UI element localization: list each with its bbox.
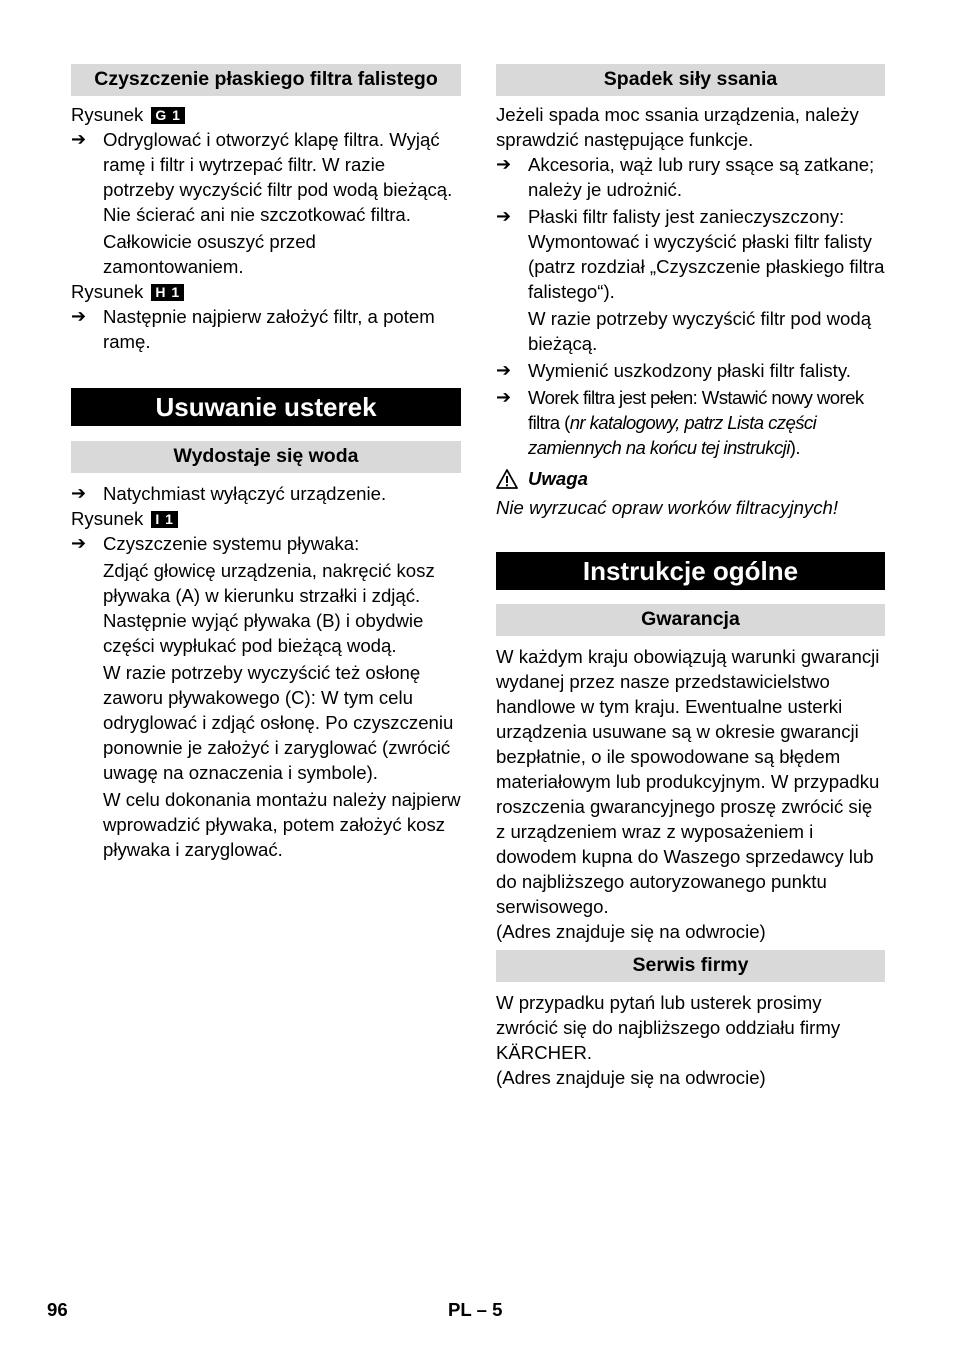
- figure-word: Rysunek: [71, 508, 144, 529]
- warning-text: Nie wyrzucać opraw worków filtracyjnych!: [496, 497, 839, 518]
- warranty-address-note: (Adres znajduje się na odwrocie): [496, 921, 766, 942]
- heading-filter-cleaning: Czyszczenie płaskiego filtra falistego: [71, 64, 461, 96]
- warning-triangle-icon: [496, 469, 518, 489]
- heading-water-escapes: Wydostaje się woda: [71, 441, 461, 473]
- warning-title: Uwaga: [528, 468, 588, 489]
- list-item: [496, 385, 885, 460]
- arrow-right-icon: ➔: [496, 360, 512, 380]
- figure-ref-h: [71, 279, 461, 304]
- suction-bullet-4-end: ).: [789, 437, 800, 458]
- water-paragraph-1: Zdjąć głowicę urządzenia, nakręcić kosz pływaka (A) w kierunku strzałki i zdjąć. Następnie wyjąć pływaka (B) i obydwie części wypłukać pod bieżącą wodą.: [103, 560, 435, 656]
- left-column: [71, 64, 461, 862]
- service-text: W przypadku pytań lub usterek prosimy zwrócić się do najbliższego oddziału firmy KÄRCHER.: [496, 992, 841, 1063]
- arrow-right-icon: ➔: [496, 387, 512, 407]
- arrow-right-icon: ➔: [71, 306, 87, 326]
- water-paragraph-3: W celu dokonania montażu należy najpierw wprowadzić pływaka, potem założyć kosz pływaka i zaryglować.: [103, 789, 461, 860]
- right-column: [496, 64, 885, 1090]
- arrow-right-icon: ➔: [71, 483, 87, 503]
- figure-word: Rysunek: [71, 281, 144, 302]
- arrow-right-icon: ➔: [71, 533, 87, 553]
- arrow-right-icon: ➔: [71, 129, 87, 149]
- service-address-note: (Adres znajduje się na odwrocie): [496, 1067, 766, 1088]
- suction-bullet-2-para-2: W razie potrzeby wyczyścić filtr pod wodą bieżącą.: [528, 308, 872, 354]
- suction-bullet-4-text: Worek filtra jest pełen: Wstawić nowy worek filtra (: [528, 387, 864, 433]
- arrow-right-icon: ➔: [496, 206, 512, 226]
- list-item: [71, 531, 461, 556]
- suction-bullet-1: Akcesoria, wąż lub rury ssące są zatkane; należy je udrożnić.: [528, 154, 875, 200]
- suction-bullet-2: Płaski filtr falisty jest zanieczyszczony:: [528, 206, 845, 227]
- heading-service: Serwis firmy: [496, 950, 885, 982]
- warranty-text: W każdym kraju obowiązują warunki gwarancji wydanej przez nasze przedstawicielstwo handlowe w tym kraju. Ewentualne usterki urządzenia usuwane są w okresie gwarancji bezpłatnie, o ile spowodowane są błędem materiałowym lub produkcyjnym. W przypadku roszczenia gwarancyjnego proszę zwrócić się z urządzeniem wraz z wyposażeniem i dowodem kupna do Waszego sprzedawcy lub do najbliższego autoryzowanego punktu serwisowego.: [496, 646, 880, 917]
- list-item: [496, 358, 885, 383]
- water-step-2: Czyszczenie systemu pływaka:: [103, 533, 360, 554]
- filter-step-2: Następnie najpierw założyć filtr, a potem ramę.: [103, 306, 435, 352]
- filter-step-1-note: Całkowicie osuszyć przed zamontowaniem.: [103, 231, 316, 277]
- suction-bullet-2-para-1: Wymontować i wyczyścić płaski filtr falisty (patrz rozdział „Czyszczenie płaskiego filtra falistego“).: [528, 231, 885, 302]
- water-step-1: Natychmiast wyłączyć urządzenie.: [103, 483, 387, 504]
- heading-suction-drop: Spadek siły ssania: [496, 64, 885, 96]
- water-paragraph-2: W razie potrzeby wyczyścić też osłonę zaworu pływakowego (C): W tym celu odryglować i zdjąć osłonę. Po czyszczeniu ponownie je założyć i zaryglować (zwrócić uwagę na oznaczenia i symbole).: [103, 662, 454, 783]
- suction-bullet-3: Wymienić uszkodzony płaski filtr falisty.: [528, 360, 851, 381]
- figure-label-i: I 1: [151, 511, 178, 528]
- heading-general-instructions: Instrukcje ogólne: [496, 552, 885, 590]
- warning-heading: [496, 466, 885, 491]
- list-item: [71, 127, 461, 227]
- arrow-right-icon: ➔: [496, 154, 512, 174]
- page-number: 96: [47, 1299, 68, 1320]
- suction-intro: Jeżeli spada moc ssania urządzenia, należy sprawdzić następujące funkcje.: [496, 104, 859, 150]
- suction-bullet-4: [528, 385, 885, 460]
- language-page-label: PL – 5: [448, 1299, 503, 1320]
- figure-word: Rysunek: [71, 104, 144, 125]
- suction-bullet-4-catalog-note: nr katalogowy, patrz Lista części zamiennych na końcu tej instrukcji: [528, 412, 817, 458]
- figure-ref-g: [71, 102, 461, 127]
- figure-label-h: H 1: [151, 284, 184, 301]
- list-item: [71, 304, 461, 354]
- figure-ref-i: [71, 506, 461, 531]
- filter-step-1: Odryglować i otworzyć klapę filtra. Wyjąć ramę i filtr i wytrzepać filtr. W razie potrzeby wyczyścić filtr pod wodą bieżącą. Nie ścierać ani nie szczotkować filtra.: [103, 129, 453, 225]
- heading-warranty: Gwarancja: [496, 604, 885, 636]
- figure-label-g: G 1: [151, 107, 185, 124]
- list-item: [496, 152, 885, 202]
- heading-troubleshooting: Usuwanie usterek: [71, 388, 461, 426]
- list-item: [71, 481, 461, 506]
- list-item: [496, 204, 885, 229]
